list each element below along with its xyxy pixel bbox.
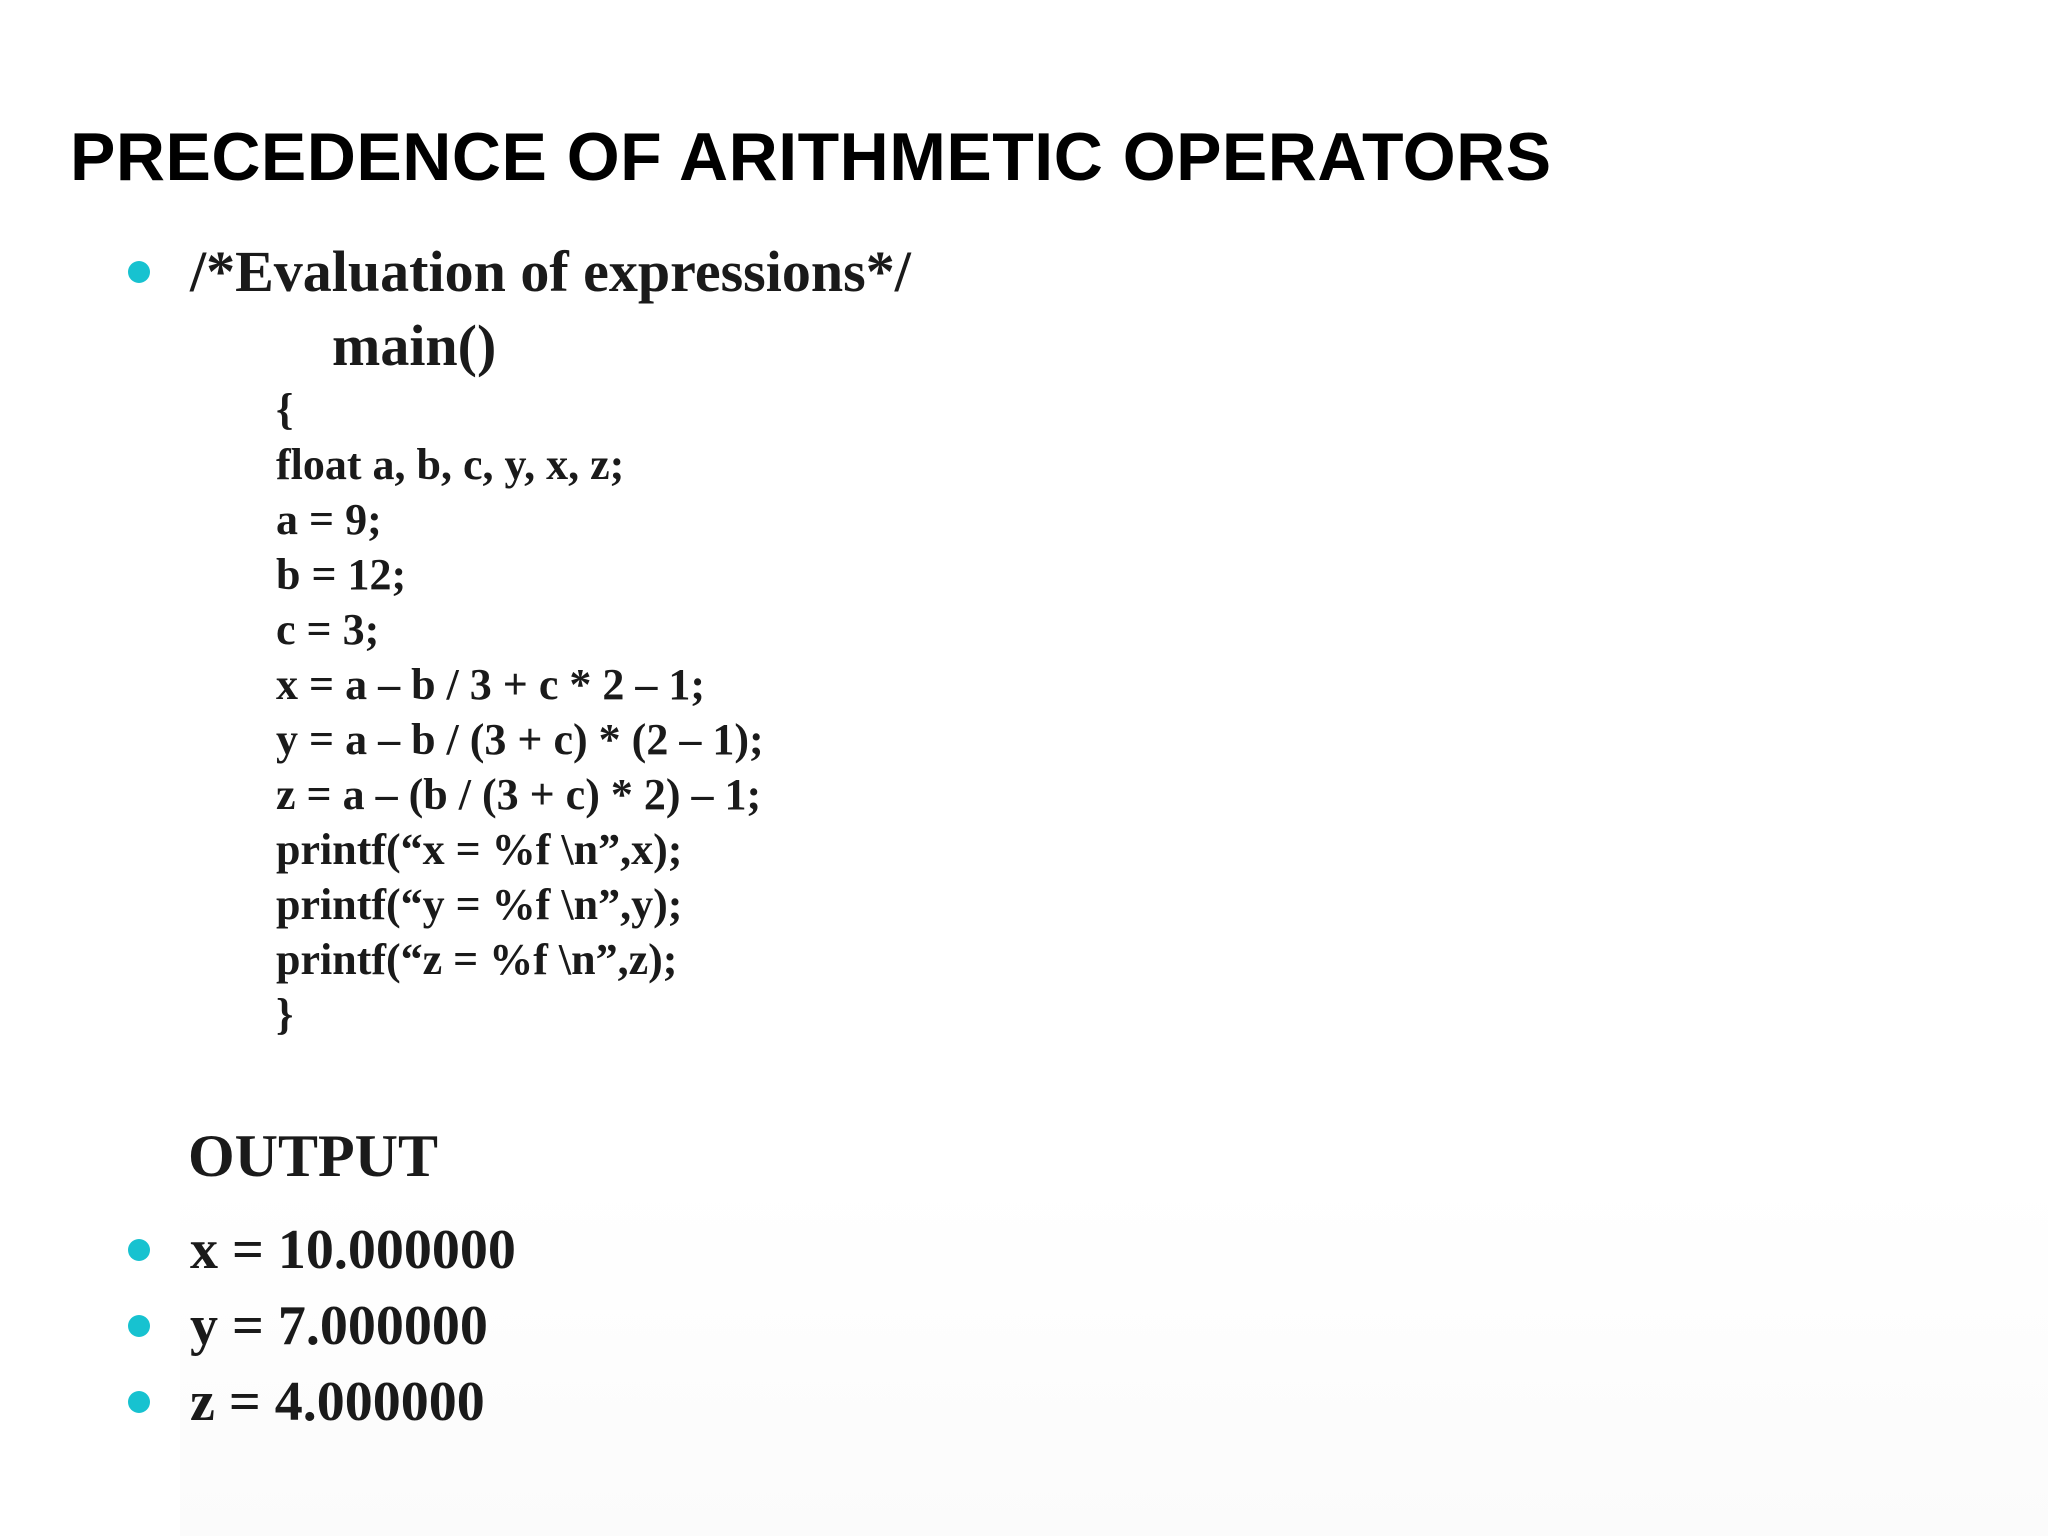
output-heading: OUTPUT — [188, 1123, 439, 1189]
code-line-close-brace: } — [276, 990, 294, 1039]
code-line-expr-x: x = a – b / 3 + c * 2 – 1; — [276, 660, 706, 709]
code-block — [276, 382, 764, 1042]
output-value-z: z = 4.000000 — [190, 1371, 485, 1433]
comment-text: /*Evaluation of expressions*/ — [190, 239, 911, 304]
slide-title: PRECEDENCE OF ARITHMETIC OPERATORS — [70, 119, 1552, 195]
code-line-printf-z: printf(“z = %f \n”,z); — [276, 935, 678, 984]
comment-bullet — [128, 238, 911, 305]
code-line-assign-b: b = 12; — [276, 550, 407, 599]
code-line-expr-z: z = a – (b / (3 + c) * 2) – 1; — [276, 770, 762, 819]
code-line-assign-c: c = 3; — [276, 605, 380, 654]
code-line-open-brace: { — [276, 385, 294, 434]
code-line-declaration: float a, b, c, y, x, z; — [276, 440, 625, 489]
code-line-printf-y: printf(“y = %f \n”,y); — [276, 880, 683, 929]
code-line-expr-y: y = a – b / (3 + c) * (2 – 1); — [276, 715, 764, 764]
output-bullet-z — [128, 1370, 485, 1434]
code-line-assign-a: a = 9; — [276, 495, 382, 544]
main-signature: main() — [332, 313, 497, 378]
output-bullet-x — [128, 1218, 516, 1282]
output-bullet-y — [128, 1294, 488, 1358]
bullet-dot-icon — [128, 261, 150, 283]
output-value-y: y = 7.000000 — [190, 1295, 488, 1357]
code-line-printf-x: printf(“x = %f \n”,x); — [276, 825, 683, 874]
bullet-dot-icon — [128, 1239, 150, 1261]
bullet-dot-icon — [128, 1315, 150, 1337]
output-value-x: x = 10.000000 — [190, 1219, 516, 1281]
bullet-dot-icon — [128, 1391, 150, 1413]
